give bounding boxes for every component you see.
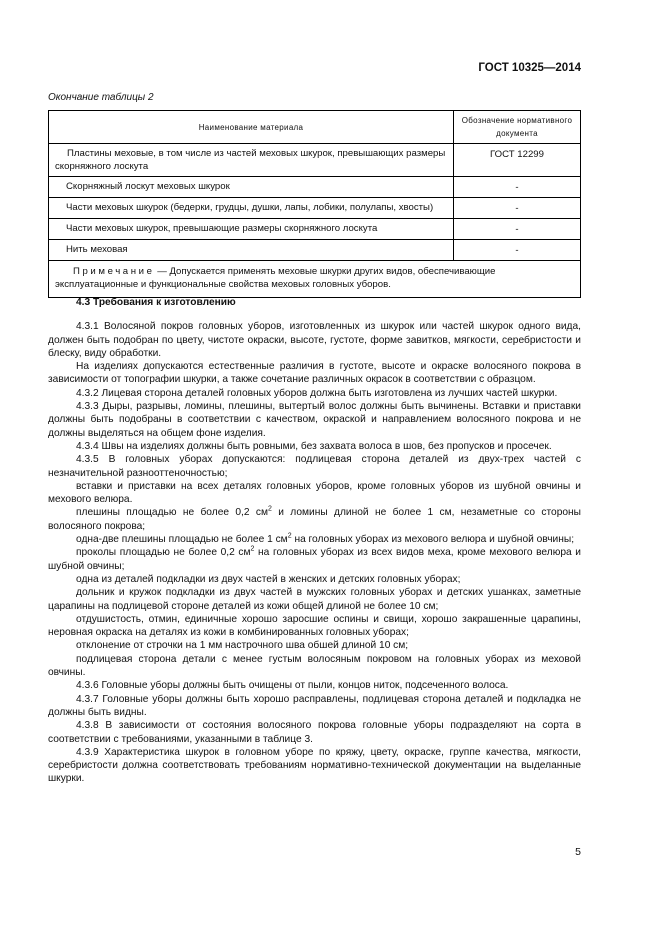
- table-row: [49, 219, 581, 240]
- paragraph: дольник и кружок подкладки из двух частей в мужских головных уборах и детских ушанках, заметные царапины на подлицевой стороне деталей из кожи общей длиной не более 10 см;: [48, 587, 581, 612]
- column-header-document: Обозначение нормативного документа: [454, 111, 581, 144]
- table-caption: Окончание таблицы 2: [48, 92, 154, 103]
- table-row: [49, 144, 581, 177]
- note-text: — Допускается применять меховые шкурки других видов, обеспечивающие эксплуатационные и функциональные свойства меховых головных уборов.: [55, 266, 496, 290]
- paragraph: 4.3.8 В зависимости от состояния волосяного покрова головные уборы подразделяют на сорта в соответствии с требованиями, указанными в таблице 3.: [48, 720, 581, 745]
- paragraph: 4.3.5 В головных уборах допускаются: подлицевая сторона деталей из двух-трех частей с незначительной разнооттеночностью;: [48, 454, 581, 479]
- table-note-row: [49, 261, 581, 298]
- document-cell: -: [454, 177, 581, 198]
- superscript: 2: [250, 545, 255, 553]
- material-cell: Нить меховая: [49, 240, 454, 261]
- material-cell: Части меховых шкурок (бедерки, грудцы, душки, лапы, лобики, полулапы, хвосты): [49, 198, 454, 219]
- paragraph: На изделиях допускаются естественные различия в густоте, высоте и окраске волосяного покрова в зависимости от топографии шкурки, а также сочетание различных окрасок в соответствии с образцом.: [48, 361, 581, 386]
- document-cell: -: [454, 198, 581, 219]
- paragraph: 4.3.6 Головные уборы должны быть очищены от пыли, концов ниток, подсеченного волоса.: [76, 680, 509, 692]
- paragraph: отклонение от строчки на 1 мм настрочного шва обшей длиной 10 см;: [76, 640, 409, 652]
- paragraph: 4.3.9 Характеристика шкурок в головном уборе по кряжу, цвету, окраске, группе качества, мягкости, серебристости должна соответствовать требованиям нормативно-технической документации на выделанные шкурки.: [48, 746, 581, 785]
- paragraph: отдушистость, отмин, единичные хорошо заросшие оспины и свищи, хорошо закрашенные царапины, неровная окраска на деталях из кожи в комбинированных головных уборах;: [48, 613, 581, 639]
- materials-table: [48, 110, 581, 298]
- paragraph: одна из деталей подкладки из двух частей в женских и детских головных уборах;: [76, 573, 461, 585]
- paragraph: 4.3.7 Головные уборы должны быть хорошо расправлены, подлицевая сторона деталей и подкладка не должны быть видны.: [48, 693, 581, 718]
- paragraph: 4.3.1 Волосяной покров головных уборов, изготовленных из шкурок или частей шкурок одного вида, должен быть подобран по цвету, чистоте окраски, высоте, густоте, форме завитков, мягкости, серебристости и блеску, виду обработки.: [48, 321, 581, 359]
- document-id: ГОСТ 10325—2014: [478, 62, 581, 74]
- paragraph-text: и ломины длиной не более 1 см, незаметные со стороны волосяного покрова;: [48, 507, 581, 532]
- page-number: 5: [575, 846, 581, 858]
- superscript: 2: [287, 532, 292, 540]
- document-cell: -: [454, 219, 581, 240]
- paragraph-text: проколы площадью не более 0,2 см: [76, 547, 251, 559]
- table-header-row: [49, 111, 581, 144]
- material-cell: Пластины меховые, в том числе из частей меховых шкурок, превышающих размеры скорняжного лоскута: [49, 144, 454, 177]
- column-header-material: Наименование материала: [49, 111, 454, 144]
- section-body: [48, 296, 581, 786]
- superscript: 2: [268, 506, 272, 514]
- paragraph: [48, 506, 581, 533]
- paragraph-text: одна-две плешины площадью не более 1 см: [76, 534, 288, 546]
- table-row: [49, 198, 581, 219]
- material-cell: Части меховых шкурок, превышающие размеры скорняжного лоскута: [49, 219, 454, 240]
- table-note: [49, 261, 581, 298]
- paragraph: [48, 546, 581, 573]
- paragraph-text: плешины площадью не более 0,2 см: [76, 507, 268, 519]
- document-cell: -: [454, 240, 581, 261]
- material-cell: Скорняжный лоскут меховых шкурок: [49, 177, 454, 198]
- paragraph-text: на головных уборах из мехового велюра и шубной овчины;: [291, 534, 575, 546]
- table-row: [49, 177, 581, 198]
- paragraph: 4.3.2 Лицевая сторона деталей головных уборов должна быть изготовлена из лучших частей шкурки.: [76, 387, 558, 399]
- document-cell: ГОСТ 12299: [454, 144, 581, 177]
- paragraph: 4.3.3 Дыры, разрывы, ломины, плешины, вытертый волос должны быть вычинены. Вставки и приставки должны быть подобраны в соответствии с качеством, окраской и направлением волосяного покрова и не должны выделяться на общем фоне изделия.: [48, 401, 581, 439]
- paragraph: [48, 533, 581, 546]
- section-title: 4.3 Требования к изготовлению: [76, 297, 236, 308]
- paragraph: подлицевая сторона детали с менее густым волосяным покровом на головных уборах из меховой овчины.: [48, 653, 581, 679]
- table-row: [49, 240, 581, 261]
- paragraph: 4.3.4 Швы на изделиях должны быть ровными, без захвата волоса в шов, без пропусков и просечек.: [76, 440, 552, 452]
- note-heading: Примечание: [73, 266, 155, 277]
- paragraph-text: на головных уборах из всех видов меха, кроме мехового велюра и шубной овчины;: [48, 547, 581, 572]
- paragraph: вставки и приставки на всех деталях головных уборов, кроме головных уборов из шубной овчины и мехового велюра.: [48, 480, 581, 506]
